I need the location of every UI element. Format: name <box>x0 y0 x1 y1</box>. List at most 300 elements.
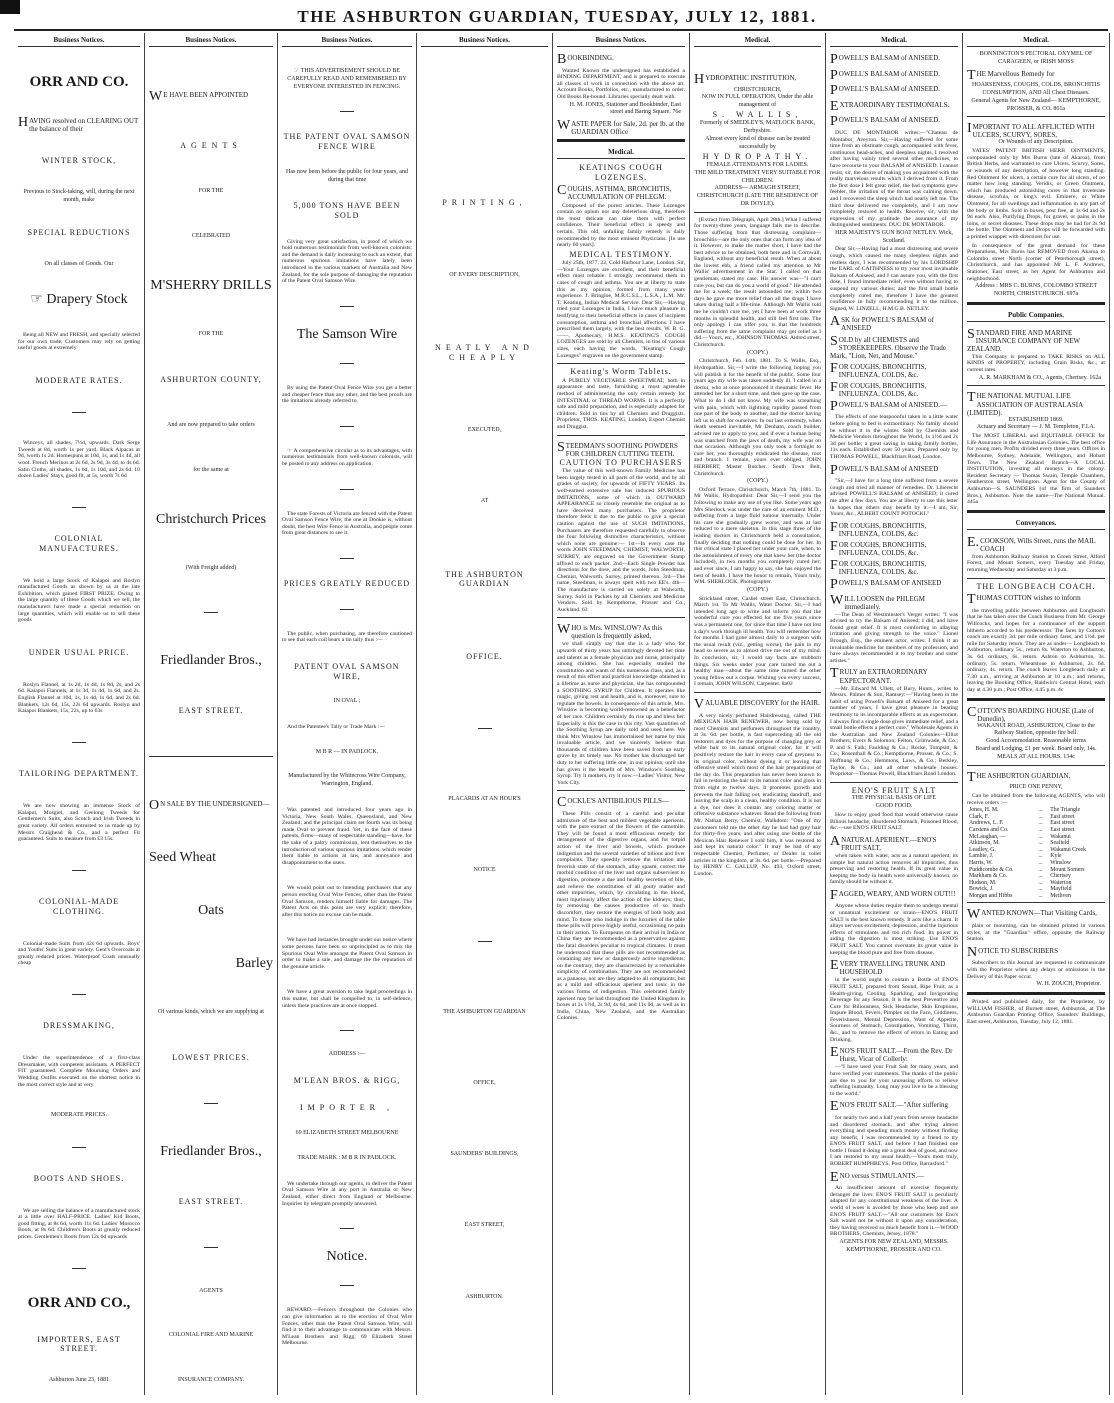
agent-location: Chertsey <box>1050 873 1071 880</box>
advert-lead: POWELL'S BALSAM of ANISEED. <box>830 114 940 130</box>
agent-name: Andrews, L. F. <box>969 820 1004 827</box>
column-section-header: Business Notices. <box>282 33 412 47</box>
column-divider-rule <box>557 617 685 618</box>
agent-name: Leadley, G. <box>969 846 996 853</box>
advert-lead: COCKLE'S ANTIBILIOUS PILLS— <box>557 795 669 811</box>
column-8 <box>963 33 1110 1395</box>
spaced-heading: NEATLY AND CHEAPLY <box>435 342 534 363</box>
leader-dots: ... <box>1038 840 1043 847</box>
leader-dots: ... <box>1038 820 1043 827</box>
advert-body: Colonial-made Suits from 42s 6d upwards. Boys' and Youths' Suits in great variety. Gent's Overcoats at greatly reduced prices. Waterproof Coats unusually cheap <box>18 940 140 967</box>
advert-subline: for the same at <box>193 466 229 473</box>
column-divider-rule <box>557 139 685 142</box>
advert-lead: EXTRAORDINARY TESTIMONIALS. <box>830 98 950 114</box>
advert-subline: (COPY.) <box>747 586 768 593</box>
advert-subline: OFFICE, <box>473 1079 496 1086</box>
advert-lead: ANATURAL APERIENT.—ENO'S FRUIT SALT, <box>830 833 937 852</box>
column-3 <box>278 33 417 1395</box>
advert-signature: H. M. JONES, Stationer and Bookbinder, East street and Baring Square. 76e <box>569 101 681 116</box>
column-divider-rule <box>557 363 685 364</box>
advert-body: we shall simply say that she is a lady who for upwards of thirty years has untiringly devoted her time and talents as a female physician and nurse, principally among children. She has especially studied the constitution and wants of this numerous class, and, as a result of this effort and practical knowledge obtained in a lifetime as nurse and physician, she has compounded a SOOTHING SYRUP for Children. It operates like magic, giving rest and health, and is, moreover, sure to regulate the bowels. In consequence of this article, Mrs. Winslow is becoming world-renowned as a benefactor of her race. Children certainly do rise up and bless her. Especially is this the case in this city. Vast quantities of the Soothing Syrup are daily sold and used here. We think Mrs Winslow has immortalised her name by this invaluable article, and we sincerely believe that thousands of children have been saved from an early grave by its timely use. No mother has discharged her duty to her suffering little one, in our opinion, until she has given it the benefit of Mrs. Winslow's Soothing Syrup. Try it mothers, try it now.—Ladies' Visitor, New York City. <box>557 641 685 786</box>
advert-lead: HYDROPATHIC INSTITUTION, <box>694 72 797 87</box>
column-divider-rule <box>340 558 354 559</box>
advert-body: We are now showing an immense Stock of Kaiapoi, Mosgiel, and Geelong Tweeds for Gentlemen's Suits, also Scotch and Irish Tweeds in great variety. All orders entrusted to us made up by Messrs Craighead & Co., and a perfect Fit guaranteed. Suits to measure from £3 15s. <box>18 803 140 843</box>
agent-row <box>967 820 1105 827</box>
advert-lead: WANTED KNOWN—That Visiting Cards, <box>967 907 1097 923</box>
advert-subline: HOARSENESS, COUGHS, COLDS, BRONCHITIS CONSUMPTION, AND All Chest Diseases. <box>971 82 1101 96</box>
column-divider-rule <box>72 994 86 995</box>
leader-dots: ... <box>1038 807 1043 814</box>
advert-body: These Pills consist of a careful and peculiar admixture of the best and mildest vegetable aperients, with the pure extract of the flowers of the camomile. They will be found a most efficacious remedy for derangement of the digestive organs, and for torpid action of the liver and bowels, which produce indigestion and the several varieties of bilious and liver complaints. They speedily remove the irritation and feverish state of the stomach, allay spasm, correct the morbid condition of the liver and organs subservient to digestion, promote a due and healthy secretion of bile, and relieve the constitution of all gouty matter and other impurities, which, by circulating in the blood, most injuriously affect the action of the kidneys; thus, by removing the causes productive of so much discomfort, they restore the energies of both body and mind. To those who indulge in the luxuries of the table these pills will prove highly useful, occasioning no pain in their action. To Europeans on their arrival in India or China they are recommended as a preservative against the fatal disorders peculiar to tropical climates. It must be understood that these pills are not recommended as containing any new or dangerously active ingredients; on the contrary, they are characterized by a remarkable simplicity of combination. They are not recommended as a panacea, nor are they adapted to all complaints; but as a mild and efficacious aperient and tonic in the various forms of indigestion. This celebrated family aperient may be had throughout the United Kingdom in boxes at 1s 1½d, 2s 9d, 4s 6d, and 11s 0d, as well as in India, China, New Zealand, and the Australian Colonies. <box>557 811 685 1022</box>
advert-subline: THE ASHBURTON GUARDIAN <box>443 1008 526 1015</box>
advert-lead: FOR COUGHS, BRONCHITIS, INFLUENZA, COLDS, &c. <box>830 538 927 557</box>
advert-subline: WAKANUI ROAD, ASHBURTON, Close to the Railway Station, opposite fire bell. <box>977 722 1095 737</box>
display-line: ☞ Drapery Stock <box>30 291 128 307</box>
advert-lead: FOR COUGHS, BRONCHITIS, INFLUENZA, COLDS, &c. <box>830 360 927 379</box>
blank-space <box>421 1365 548 1385</box>
advert-body: Being all NEW and FRESH, and specially selected for our own trade, Customers may rely on getting useful goods at extremely <box>18 332 140 352</box>
agent-row <box>967 807 1105 814</box>
advert-subline: HER MAJESTY'S GUN BOAT NETLEY. Wick, Scotland. <box>835 229 953 244</box>
advert-heading: THE LONGBEACH COACH. <box>976 581 1096 591</box>
advert-lead: THE ASHBURTON GUARDIAN, <box>967 769 1071 785</box>
leader-dots: ... <box>1038 873 1043 880</box>
advert-body: Was patented and introduced four years ago in Victoria, New South Wales, Queensland, and New Zealand; and the principal claim set fourth was its being made Oval to prevent fraud. Yet, in the face of these patents, firms—many of respectable standing—have, for the sake of a paltry commission, lent themselves to the introduction of various spurious imitations, which render them liable to actions at law, and annoyance and disappointment to the users. <box>282 807 412 866</box>
leader-dots: ... <box>1038 846 1043 853</box>
agent-location: The Triangle <box>1050 807 1081 814</box>
column-divider-rule <box>557 435 685 436</box>
advert-subline: PRICE ONE PENNY, <box>1009 784 1063 791</box>
section-header: Public Companies. <box>967 308 1105 322</box>
display-line: The Samson Wire <box>296 326 398 342</box>
column-divider-rule <box>830 782 958 783</box>
advert-heading: BOOTS AND SHOES. <box>33 1173 125 1183</box>
advert-heading: M'LEAN BROS. & RIGG, <box>293 1076 401 1086</box>
leader-dots: ... <box>1038 892 1043 899</box>
column-2 <box>145 33 278 1395</box>
agent-location: Wakanui Creek <box>1050 846 1087 853</box>
agent-row <box>967 840 1105 847</box>
advert-body: in the world ought to contain a Bottle of ENO'S FRUIT SALT, prepared from Sound, Ripe Fruit, as a Health-giving, Cooling, Sparkling, and Invigorating Beverage for any Season. It is the best Preventive and Cure for Biliousness, Sick Headache, Skin Eruptions, Impure Blood, Fevers, Pimples on the Face, Giddiness, Feverishness, Mental Depression, Want of Appetite, Sourness of Stomach, Constipation, Vomiting, Thirst, &c., and to remove the effects of errors in Eating and Drinking. <box>830 977 958 1043</box>
advert-lead: VALUABLE DISCOVERY for the HAIR. <box>694 696 820 712</box>
leader-dots: ... <box>1038 826 1043 833</box>
column-divider-rule <box>72 412 86 413</box>
column-divider-rule <box>340 426 354 427</box>
advert-body: A very nicely perfumed Hairdressing, called THE MEXICAN HAIR RENEWER, now being sold by most Chemists and perfumers throughout the country, at 3s. 6d. per bottle, is fast superceding all the old restorers and dyes for the purpose of changing grey or white hair to its natural original color, for it will positively restore the hair in every case of greyness to its original color, without dyeing it or leaving that offensive smell which most of the hair preparations of the day do. This preparation has never been known to fail in restoring the hair to its natural color and gloss in from eight to twelve days. It promotes growth and prevents the hair falling out, eradicating dandruff, and leaving the scalp in a clean, healthy condition. It is not a dye, nor does it contain any coloring matter or offensive substance whatever. Read the following from Mr. Nathan Berry, Chemist, Walkdom: "One of my customers told me the other day he had had grey hair for thirty-five years, and after using one bottle of the Mexican Hair Renewer I sold him, it was restored to and kept its natural color." It may be had of any respectable Chemist, Perfumer, or Dealer in toilet articles in the kingdom, at 3s. 6d. per bottle.—Prepared by HENRY C. GALLUP, No. 493, Oxford street, London. <box>694 712 821 877</box>
advert-subline: Or Wounds of any Description. <box>998 139 1074 146</box>
column-divider-rule <box>967 116 1105 117</box>
advert-lead: ENO versus STIMULANTS.— <box>830 1169 925 1185</box>
agent-location: Wakanui <box>1050 833 1071 840</box>
column-divider-rule <box>967 992 1105 995</box>
advert-subline: AGENTS <box>199 1287 223 1294</box>
agent-row <box>967 847 1105 854</box>
display-line: Barley <box>235 955 273 971</box>
advert-heading: SPECIAL REDUCTIONS <box>27 227 131 237</box>
agent-location: Winslow <box>1050 859 1071 866</box>
advert-lead: POWELL'S BALSAM of ANISEED. <box>830 67 940 83</box>
advert-heading: EAST STREET. <box>178 1197 244 1207</box>
advert-subline: General Agents for New Zealand— KEMPTHORNE, PROSSER, & CO. 861a <box>971 97 1101 112</box>
section-header: Conveyances. <box>967 516 1105 530</box>
column-divider-rule <box>72 870 86 871</box>
advert-title: ORR AND CO. <box>29 74 129 91</box>
column-divider-rule <box>340 489 354 490</box>
advert-signature: W. H. ZOUCH, Proprietor. <box>1036 981 1101 988</box>
advert-lead: COUGHS, ASTHMA, BRONCHITIS, ACCUMULATION OF PHLEGM. <box>557 183 672 202</box>
blank-space <box>421 114 548 134</box>
advert-subline: Good Accommodation. Reasonable terms <box>986 738 1086 745</box>
advert-body: DUC DE MONTABOR writes:—"Chateau de Montabor, Aveyron. Sir,—Having suffered for some time from an obstinate cough, accompanied with fever, continuous head-aches, and sleepless nights, I resolved after having vainly tried several other medicines, to have recourse to your BALSAM of ANISEED. I cannot resist, sir, the desire of making you acquainted with the really marvelous results which I derived from it. From the first dose I felt great relief, the bad symptoms grew feebler, the irritation of the throat was calming down, and I recovered the sleep which had nearly left me. The third dose delivered me completely, and I am now completely restored to health. Receive, sir, with the expression of my gratitude the assurance of my distinguished sentiments. DUC DE MONTABOR. <box>830 129 958 229</box>
display-line: Friedlander Bros., <box>160 653 262 669</box>
advert-subline: MODERATE PRICES. <box>50 1112 107 1119</box>
advert-subline: FEMALE ATTENDANTS FOR LADIES. <box>706 161 809 168</box>
leader-dots: ... <box>1038 833 1043 840</box>
masthead-rule <box>14 29 1108 31</box>
advert-subline: COLONIAL FIRE AND MARINE <box>168 1332 254 1339</box>
column-divider-rule <box>204 612 218 613</box>
advert-heading: 5,000 TONS HAVE BEEN SOLD <box>293 201 401 220</box>
advert-subline: Address : MRS C. BURNS, COLOMBO STREET NORTH, CHRISTCHURCH. 697a <box>974 283 1097 297</box>
agent-name: Hudson, M. <box>969 879 997 886</box>
advert-subline: Formerly of SMEDLEY'S, MATLOCK BANK, Derbyshire. <box>699 120 816 135</box>
advert-subline: Has now been before the public for four years, and during that time <box>286 168 408 183</box>
column-divider-rule <box>478 728 492 729</box>
advert-lead: TRULY an EXTRAORDINARY EXPECTORANT. <box>830 666 928 685</box>
advert-subline: OF EVERY DESCRIPTION, <box>449 271 520 278</box>
advert-subline: EAST STREET, <box>464 1222 505 1229</box>
advert-body: "Sir,—I have for a long time suffered from a severe cough and tried all manner of remedies. Dr. Liberecht advised POWELL'S BALSAM of ANISEED; it cured me after a few days. You are at liberty to use this letter in hopes that others may benefit by it.—I am, Sir, Yours, &c., ALBERT COUNT POTOCKI." <box>830 478 958 518</box>
display-line: Seed Wheat <box>149 849 216 865</box>
display-line: Friedlander Bros., <box>160 1143 262 1159</box>
leader-dots: ... <box>1038 859 1043 866</box>
agent-row <box>967 853 1105 860</box>
newspaper-title: THE ASHBURTON GUARDIAN, TUESDAY, JULY 12, 1881. <box>297 7 817 26</box>
agent-row <box>967 867 1105 874</box>
advert-subline: BONNINGTON'S PECTORAL OXYMEL OF CARAGEEN, or IRISH MOSS <box>979 51 1093 65</box>
advert-subline: ASHBURTON. <box>465 1293 504 1300</box>
agent-row <box>967 873 1105 880</box>
advert-subline: THE PHYSICAL BASIS OF LIFE <box>851 795 937 802</box>
advert-lead: POWELL'S BALSAM of ANISEED. <box>830 83 940 99</box>
spaced-heading: HYDROPATHY. <box>702 151 813 161</box>
column-divider-rule <box>967 698 1105 701</box>
agents-table <box>967 807 1105 899</box>
advert-subline: TRADE MARK : M B R IN PADLOCK. <box>297 1154 397 1161</box>
advert-subline: ESTABLISHED 1869. <box>1008 416 1064 423</box>
agent-name: Puddicombe & Co. <box>969 866 1014 873</box>
masthead <box>0 0 1114 30</box>
column-section-header: Business Notices. <box>421 33 548 47</box>
advert-body: This Company is prepared to TAKE RISKS on ALL KINDS of PROPERTY, including Grain Risks, &c., at current rates. <box>967 353 1105 374</box>
advert-heading: PATENT OVAL SAMSON WIRE, <box>294 661 400 681</box>
advert-body: Roslyn Flannel, at 1s 2d, 1s 4d, 1s 8d, 2s, and 2s 6d. Kaiapoi Flannels, at 1s 3d, 1s 4d, 1s 6d, and 2s. English Flannel at 10d, 1s, 1s 4d, 1s 6d, and 2s 6d. Blankets, 12s 6d, 15s, 22s 6d upwards. Roslyn and Kaiapoi Blankets, 15s, 22s, up to 63s <box>18 681 140 715</box>
advert-body: YATES' PATENT BRITISH HERB OINTMENTS, compounded only by Mrs Burns (late of Akaroa), from British Herbs, and warranted to cure Ulcers, Scurvy, Sores, or wounds of any description, of however long standing. Red Ointment for ulcers, a certain cure for all ulcers, of no matter how long standing. Veridis, or Green Ointment, which has produced astonishing cures in that inveterate disease, scrofula, or king's evil. Eminere, or White Ointment, for all swellings and inflammation in any part of the body or limbs. Sold in boxes, post free, at 1s 6d and 2s 9d each. Also, Purifying Drops, for gravel, or pains in the loins, or secret diseases. These drops may be had for 2s 9d the bottle. The Ointment and Drops will be forwarded with a printed wrapper with directions for use. <box>967 148 1105 240</box>
advert-body: for nearly two and a half years from severe headache and disordered stomach, and after trying almost everything and spending much money without finding any benefit, I was recommended by a friend to try ENO'S FRUIT SALT, and before I had finished one bottle I found it doing me a great deal of good, and now I am restored to my usual health.—Yours most truly, ROBERT HUMPHREYS, Post Office, Barrasford." <box>830 1114 958 1168</box>
advert-body: In consequence of the great demand for these Preparations, Mrs Burns has REMOVED from Akaroa to Colombo street North (corner of Peterborough street), Christchurch, and has appointed Mr L. F. Andrews, Stationer, East street, as her Agent for Ashburton and neighborhood. <box>967 242 1105 282</box>
advert-body: A PURELY VEGETABLE SWEETMEAT, both in appearance and taste, furnishing a most agreeable method of administering the only certain remedy for INTESTINAL or THREAD WORMS. It is a perfectly safe and mild preparation, and is especially adapted for children. Sold in tins by all Chemists and Druggists. Proprietor, THOS. KEATING, London, Export Chemist and Druggist. <box>557 377 685 430</box>
advert-subline: Board and Lodging, £1 per week. Board only, 14s. <box>975 745 1097 752</box>
advert-body: The public, when purchasing, are therefore cautioned to see that each coil bears a tin tally thus :— <box>282 630 412 644</box>
advert-heading: THE ASHBURTON GUARDIAN <box>445 569 524 589</box>
advert-subline: NOW IN FULL OPERATION, Under the able management of <box>701 94 814 109</box>
advert-heading: ENO'S FRUIT SALT <box>851 785 937 795</box>
spaced-heading: AGENTS <box>180 140 242 150</box>
advert-heading: EAST STREET. <box>178 706 244 716</box>
advert-body: Under the superintendence of a first-class Dressmaker, with competent assistants. A PERFECT FIT guaranteed. Complete Mourning Orders and Wedding Outfits executed on the shortest notice in the most correct style and at very <box>18 1055 140 1088</box>
column-divider-rule <box>967 510 1105 513</box>
leader-dots: ... <box>1038 813 1043 820</box>
advert-body: Anyone whose duties require them to undergo mental or unnatural excitement or strain—ENO'S FRUIT SALT is the best known remedy. It acts like a charm. It allays nervous excitement, depression, and the injurious effects of stimulants and too rich food. Its power in aiding the digestion is most striking. Use ENO'S FRUIT SALT. You cannot overstate its great value in keeping the blood pure and free from disease. <box>830 903 958 956</box>
advert-heading: WINTER STOCK, <box>41 156 117 166</box>
advert-subline: INSURANCE COMPANY. <box>177 1377 245 1384</box>
display-line: Notice. <box>326 1249 368 1265</box>
column-divider-rule <box>557 790 685 791</box>
advert-lead: POWELL'S BALSAM of ANISEED.— <box>830 398 947 414</box>
agent-location: Methven <box>1050 892 1071 899</box>
advert-body: ☞ A comprehensive circular as to its advantages, with numerous testimonials from well-known colonists, will be posted to any address on application. <box>282 447 412 467</box>
agent-location: Mount Somers <box>1050 866 1085 873</box>
advert-lead: POWELL'S BALSAM of ANISEED <box>830 462 939 478</box>
advert-subline: THE MILD TREATMENT VERY SUITABLE FOR CHILDREN. <box>694 169 821 184</box>
blank-space <box>282 1365 412 1385</box>
agent-row <box>967 814 1105 821</box>
advert-lead: WHO is Mrs. WINSLOW? As this question is frequently asked, <box>557 622 663 641</box>
advert-subline: On all classes of Goods. Our <box>44 260 114 267</box>
advert-heading: MODERATE RATES. <box>35 376 123 386</box>
advert-subline: CHRISTCHURCH, <box>733 86 782 93</box>
advert-lead: POWELL'S BALSAM of ANISEED. <box>830 52 940 67</box>
advert-lead: EVERY TRAVELLING TRUNK AND HOUSEHOLD <box>830 958 946 977</box>
advert-subline: 69 ELIZABETH STREET MELBOURNE <box>295 1130 399 1137</box>
advert-body: —The Dean of Westminster's Verger writes: "I was advised to try the Balsam of Aniseed; I did, and have found great relief. It is most comforting in allaying irritation and giving strength to the voice." Lionel Brough, Esq., the eminent actor, writes: I think it an invaluable medicine for members of my profession, and have always recommended it to my brother and sister artistes." <box>830 611 958 664</box>
column-divider-rule <box>967 765 1105 766</box>
advert-heading: COLONIAL-MADE CLOTHING. <box>38 897 120 916</box>
column-divider-rule <box>694 212 821 213</box>
advert-body: Strickland street, Cashel street East, Christchurch. March 1st. To Mr Wallis, Water Doctor. Sir,—I had intended long ago to write and inform you that the wonderful cure you effected for me five years since was a permanent one, for since that time I have not lost a day's work through ill health. You will remember how for months I had gone almost daily to a surgeon with the usual result (viz., getting worse), the pain in my head so severe as to almost drive me out of my mind. In conclusion, sir, I would say facts are stubborn things. Six weeks under your care turned me out a healthy man—about the same time turned the other young fellow out a corpse. Wishing you every success, I remain, JOHN WILSON, Carpenter. 8a02 <box>694 595 821 688</box>
advert-heading: MEDICAL TESTIMONY. <box>569 249 673 259</box>
advert-subline: (COPY.) <box>747 478 768 485</box>
advert-body: Wanted Known the undersigned has established a BINDING DEPARTMENT, and is prepared to execute all classes of work in connection with the above art. Account Books, Portfolios, etc., manufactured to order. Old Books Re-bound. Libraries specially dealt with. <box>557 67 685 100</box>
agent-row <box>967 860 1105 867</box>
column-section-header: Medical. <box>967 33 1105 47</box>
advert-lead: STANDARD FIRE AND MARINE INSURANCE COMPANY OF NEW ZEALAND. <box>967 326 1080 353</box>
advert-heading: LOWEST PRICES. <box>172 1053 250 1063</box>
advert-body: The effects of one teaspoonful taken in a little water before going to bed is extraordinary. No family should be without it in the winter. Sold by Chemists and Medicine Vendors throughout the World, 1s 1½d and 2s 3d per bottle; a great saving in taking family bottles, 11s each. Established over 50 years. Prepared only by THOMAS POWELL, Blackfriars Road, London. <box>830 414 958 460</box>
spaced-heading: IMPORTER , <box>300 1102 394 1112</box>
advert-lead: ASK for POWELL'S BALSAM of ANISEED <box>830 314 934 333</box>
advert-lead: ENO'S FRUIT SALT.—From the Rev. Dr Hurst, Vicar of Collerly: <box>830 1045 953 1064</box>
advert-subline: Almost every kind of disease can be treated successfully by <box>705 135 810 150</box>
advert-body: when taken with water, acts as a natural aperient, its simple but natural action removes all impurities, thus preserving and restoring health. If its great value in keeping the body in health were universally known, no family should be without it. <box>830 852 958 886</box>
column-divider-rule <box>72 742 86 743</box>
advert-heading: IMPORTERS, EAST STREET. <box>37 1334 121 1354</box>
column-divider-rule <box>478 941 492 942</box>
leader-dots: ... <box>1038 879 1043 886</box>
agent-location: Mayfield <box>1050 886 1072 893</box>
column-divider-rule <box>340 111 354 112</box>
advert-subline: (With Freight added) <box>185 564 237 571</box>
advert-lead: ENO'S FRUIT SALT.—"After suffering <box>830 1099 949 1115</box>
advert-body: The state Forests of Victoria are fenced with the Patent Oval Samson Fence Wire; the one at Dookie is, without doubt, the best Wire Fence in Australia, and people come from great distances to see it. <box>282 510 412 537</box>
advert-body: Can be obtained from the following AGENTS, who will receive orders :— <box>967 792 1105 806</box>
advert-heading: DRESSMAKING, <box>43 1021 115 1031</box>
column-divider-rule <box>967 302 1105 305</box>
advert-body: Printed and published daily, for the Proprietor, by WILLIAM FISHER, of Burnett street, Ashburton, at The Ashburton Guardian Printing Office, Saunders' Buildings, East street, Ashburton, Tuesday, July 12, 1881. <box>967 999 1105 1025</box>
advert-body: We undertake through our agents, to deliver the Patent Oval Samson Wire at any port in Australia or New Zealand, either direct from England or Melbourne. Inquiries by telegram promptly answered. <box>282 1180 412 1207</box>
advert-subline: FOR THE <box>198 187 224 194</box>
advert-heading: OFFICE. <box>466 652 503 662</box>
spaced-heading: S. WALLIS, <box>712 109 803 119</box>
advert-lead: E.COOKSON, Wills Street, runs the MAIL COACH <box>967 534 1096 553</box>
advert-body: Winceys, all shades, 7½d, upwards. Dark Serge Tweeds at 8d, worth 1s per yard. Black Alpacas at 9d, worth 1s 2d. Homespuns at 10d, 1s, and 1s 4d, all wool. French Merinos at 2s 6d, 2s 9d, 3s 4d, to 4s 6d. Satin Cloths, all shades, 1s 6d, 1s 10d, and 2s 6d. 10 dozen Ladies' Stays, good fit, at 5s, worth 7s 6d <box>18 440 140 480</box>
display-line: M'SHERRY DRILLS <box>150 277 272 293</box>
advert-body: Christchurch, Feb. 14th, 1881. To S. Wallis, Esq., Hydropathist. Sir,—I write the following hoping you will publish it for the benefit of the public. Some four years ago my wife was taken suddenly ill. I called in a doctor, who at once pronounced it rheumatic fever. He attended her for a short time, and then gave up the case. What to do I did not know. My wife was screaming with pain, which with lightning rapidity passed from one part of the body to another, and the doctor having left us to shift for ourselves. In our last extremity, when death seemed inevitable, Mr Denham, coach builder, advised me to apply to you; and if ever a human being was snatched from the jaws of death, my wife was on that occasion. Although you only took a fortnight to cure her, you thoroughly eradicated the disease, root and branch. I remain, yours ever obliged, JOHN HERBERT, Master Butcher. South Town Belt, Christchurch. <box>694 358 821 477</box>
advert-lead: THE NATIONAL MUTUAL LIFE ASSOCIATION OF AUSTRALASIA (LIMITED). <box>967 390 1083 417</box>
advert-body: REWARD.—Fencers throughout the Colonies who can give information as to the erection of Oval Wire Fences, other than the Patent Oval Samson Wire, will find it to their advantage to communicate with Messrs. M'Lean Brothers and Rigg, 69 Elizabeth Street Melbourne. <box>282 1307 412 1347</box>
advert-heading: UNDER USUAL PRICE. <box>28 648 130 658</box>
agent-name: Clark, F. <box>969 813 989 820</box>
column-divider-rule <box>340 1285 354 1286</box>
spaced-heading: PRINTING, <box>442 197 527 207</box>
advert-lead: FOR COUGHS, BRONCHITIS, INFLUENZA, COLDS, &c. <box>830 557 927 576</box>
agent-name: Bowick, J. <box>969 886 994 893</box>
column-section-header: Business Notices. <box>149 33 273 47</box>
agent-location: Waterton <box>1050 879 1072 886</box>
advert-body: Oxford Terrace, Christchurch, March 7th, 1881. To Mr Wallis, Hydropathist. Dear Sir,—I send you the following to make any use of you like. Some years ago Mrs Sherlock was under the care of an eminent M.D., suffering from a large fluid tumour internally. Under his care she gradually grew worse, and was at last reduced to a mere skeleton. In this stage three of the leading doctors in Christchurch held a consultation, finally deciding that nothing could be done for her. In this critical state I placed her under your care, when, to the astonishment of every one that knew her (the doctor included), in two months you completely cured her; and ever since, I am happy to say, she has enjoyed the best of health. I have the honor to remain, Yours truly, WM. SHERLOCK, Photographer. <box>694 486 821 586</box>
advert-lead: WASTE PAPER for Sale, 2d. per lb. at the GUARDIAN Office <box>557 118 685 137</box>
advert-lead: IMPORTANT TO ALL AFFLICTED WITH ULCERS, SCURVY, SORES, <box>967 121 1095 140</box>
agent-row <box>967 880 1105 887</box>
advert-lead: COTTON'S BOARDING HOUSE (Late of Dunedin), <box>967 704 1094 723</box>
advert-subline: ☞ THIS ADVERTISEMENT SHOULD BE CAREFULLY READ AND REMEMBERED BY EVERYONE INTERESTED IN FENCING. <box>287 68 407 90</box>
agent-name: Carstens and Co. <box>969 826 1009 833</box>
agent-location: East street <box>1050 826 1075 833</box>
agent-name: Jones, H. M. <box>969 807 999 814</box>
advert-body: By using the Patent Oval Fence Wire you get a better and cheaper fence than any other, and the best proofs are the imitations already referred to. <box>282 384 412 405</box>
advert-subline: AGENTS FOR NEW ZEALAND, MESSRS. KEMPTHORNE, PROSSER AND CO. <box>839 1239 949 1253</box>
section-header: Medical. <box>557 145 685 159</box>
display-line: Oats <box>198 902 224 918</box>
column-divider-rule <box>967 578 1105 579</box>
column-divider-rule <box>340 1030 354 1031</box>
advert-lead: THOMAS COTTON wishes to inform <box>967 592 1081 608</box>
advert-body: Giving very great satisfaction, in proof of which we hold numerous testimonials from well-known colonists; and the demand is daily increasing to such an extent, that numerous spurious imitations have lately been introduced in the various markets of Australia and New Zealand, for the sole purpose of damaging the reputation of the Patent Oval Samson Wire. <box>282 238 412 285</box>
column-divider-rule <box>340 306 354 307</box>
advert-subline: FOR THE <box>198 330 224 337</box>
agent-location: Seafield <box>1050 840 1070 847</box>
advert-subline: SAUNDERS' BUILDINGS, <box>450 1151 519 1158</box>
agent-row <box>967 834 1105 841</box>
advert-heading: COLONIAL MANUFACTURES. <box>39 534 119 553</box>
advert-heading: ASHBURTON COUNTY, <box>160 375 262 385</box>
advert-heading: PRICES GREATLY REDUCED <box>283 579 411 589</box>
advert-body: We have had instances brought under our notice where some persons have been so unprincipled as to mix the Spurious Oval Wire amongst the Patent Oval Samson in order to make a sale, and damage the the reputation of the genuine article. <box>282 937 412 970</box>
column-4 <box>417 33 553 1395</box>
column-divider-rule <box>340 1228 354 1229</box>
column-divider-rule <box>72 1147 86 1148</box>
agent-row <box>967 886 1105 893</box>
advert-heading: KEATINGS COUGH LOZENGES. <box>579 163 663 182</box>
advert-body: the travelling public between Ashburton and Longbeach that he has taken over the Coach Business from Mr. George Willcocks, and hopes for a continuance of the support hitherto accorded to his predecessor. The fares by Cotton's coach are exactly 3d. per mile ordinary fares, and 1½d. per mile for Saturday return. They are as under— Longbeach to Ashburton, ordinary 5s., return 8s. Waterton to Ashburton, 3s. 6d. ordinary, 6s. return. Ashton to Ashburton, 3s. ordinary, 5s. return. Wheatstone to Ashburton, 2s. 6d. ordinary, 4s. return. The coach leaves Longbeach daily at 7.30 a.m., arriving at Ashburton at 10 a.m.; and returns, leaving the Booking Office, Baldwin's Central Hotel, each day at 4.30 p.m.; Post Office, 4.45 p.m. 4c <box>967 607 1105 693</box>
column-divider-rule <box>340 363 354 364</box>
column-divider-rule <box>967 385 1105 386</box>
column-section-header: Medical. <box>694 33 821 47</box>
advert-body: The value of this well-known Family Medicine has been largely tested in all parts of the world, and by all grades of society, for upwards of FIFTY YEARS. Its well-earned extensive sale has induced SPURIOUS IMITATIONS, some of which in OUTWARD APPEARANCE so closely resemble the original as to have deceived many purchasers. The proprietor therefore feels it due to the public to give a special caution against the use of SUCH IMITATIONS. Purchasers are therefore requested carefully to observe the four following distinctive characteristics, without which none are genuine:— 1st—In every case the words JOHN STEEDMAN, CHEMIST, WALWORTH, SURREY, are engraved on the Government Stamp affixed to each packet. 2nd—Each Single Powder has directions for the dose, and the words, John Steedman, Chemist, Walworth, Surrey, printed thereon. 3rd—The name, Steedman, is always spelt with two EE's. 4th—The manufacture is carried on solely at Walworth, Surrey. Sold in Packets by all Chemists and Medicine Vendors. Sold by Kempthorne, Prosser and Co., Auckland. 63 <box>557 468 685 613</box>
advert-body: How to enjoy good food that would otherwise cause Bilious headache, disordered Stomach, Poisoned Blood, &c.—use ENO'S FRUIT SALT. <box>830 812 958 832</box>
advert-subline: PLACARDS AT AN HOUR'S <box>448 795 521 802</box>
column-divider-rule <box>204 1247 218 1248</box>
advert-subline: M B R — IN PADLOCK. <box>315 748 379 755</box>
advert-body: We are selling the balance of a manufactured stock at a little over HALF-PRICE. Ladies' Kid Boots, good fitting, at 8s 6d, worth 11s 6d. Ladies' Morocco Boots, at 8s 6d. Children's Boots at greatly reduced prices. Gentlemen's Boots from 12s 6d upwards <box>18 1207 140 1240</box>
advert-heading: THE PATENT OVAL SAMSON FENCE WIRE <box>283 132 411 152</box>
advert-title: ORR AND CO., <box>27 1295 131 1312</box>
advert-heading: Keating's Worm Tablets. <box>570 367 672 377</box>
advert-body: We have a great aversion to take legal proceedings in this matter, but shall be compelled to, in self-defence, unless these practices are at once stopped. <box>282 989 412 1009</box>
column-1 <box>14 33 145 1395</box>
column-divider-rule <box>340 609 354 610</box>
advert-lead: FAGGED, WEARY, AND WORN OUT!!! <box>830 887 956 903</box>
agent-row <box>967 827 1105 834</box>
advert-subline: ADDRESS :— <box>328 1051 366 1058</box>
advert-subline: ADDRESS— ARMAGH STREET, CHRISTCHURCH (LATE THE RESIDENCE OF DR DOYLE). <box>696 185 819 207</box>
agent-name: Lambie, J. <box>969 853 994 860</box>
advert-body: Composed of the purest articles. These Lozenges contain no opium nor any deleterious drug, therefore the most delicate can take them with perfect confidence. Their beneficial effect is speedy and certain. This old, unfailing family remedy is daily recommended by the most eminent Physicians. [In use nearly 60 years]. <box>557 202 685 249</box>
advert-lead: THE Marvellous Remedy for <box>967 67 1055 83</box>
column-6 <box>690 33 826 1395</box>
agent-name: Harris, W. <box>969 859 993 866</box>
advert-body: —"I have used your Fruit Salt for many years, and have verified your statements. The thanks of the public are due to you for your unceasing efforts to relieve suffering humanity. Long may you live to be a blessing to the world." <box>830 1064 958 1097</box>
advert-body: And the Patentee's Tally or Trade Mark :— <box>287 723 385 730</box>
agent-name: Markham & Co. <box>969 873 1008 880</box>
advert-subline: GOOD FOOD. <box>875 803 913 810</box>
advert-heading: CAUTION TO PURCHASERS <box>559 457 683 467</box>
column-divider-rule <box>72 507 86 508</box>
blank-space <box>694 51 821 71</box>
column-divider-rule <box>72 1268 86 1269</box>
advert-body: from Ashburton Railway Station to Green Street, Alford Forest, and Mount Somers, every Tuesday and Friday, returning Wednesday and Saturday at 3 p.m. <box>967 553 1105 573</box>
advert-subline: NOTICE <box>473 866 496 873</box>
advert-heading: TAILORING DEPARTMENT. <box>19 769 139 779</box>
agent-name: McLaughan, — <box>969 833 1006 840</box>
advert-lead: POWELL'S BALSAM OF ANISEED <box>830 577 942 593</box>
advert-lead: ON SALE BY THE UNDERSIGNED— <box>149 797 270 813</box>
advert-body: The MOST LIBERAL and EQUITABLE OFFICE for Life Assurance in the Australasian Colonies. The best office for young men. Profits divided every three years. Offices in Melbourne, Sydney, Adelaide, Wellington, and Hobart Town. The New Zealand Branch—A LOCAL INSTITUTION, investing all moneys in the colony. Resident Secretary — Thomas Swain, Temple Chambers, Featherston street, Wellington. Agent for the County of Ashburton—S. SAUNDERS (of the firm of Saunders Bros.), Ashburton. Note the name—The National Mutual. 445a <box>967 433 1105 506</box>
advert-subline: IN OVAL ; <box>333 698 361 705</box>
column-section-header: Business Notices. <box>18 33 140 47</box>
advert-subline: (COPY.) <box>747 349 768 356</box>
advert-body: Subscribers to this Journal are requested to communicate with the Proprietor when any delays or omissions in the Delivery of this Paper occur. <box>967 960 1105 980</box>
leader-dots: ... <box>1038 866 1043 873</box>
display-line: Christchurch Prices <box>155 511 267 527</box>
advert-subline: AT <box>480 498 489 505</box>
advert-body: We would point out to intending purchasers that any person erecting Oval Wire Fences, other than the Patent Oval Samson, renders himself liable for damages. The Patent Acts on this point are very explicit; therefore, after this notice no excuse can be made. <box>282 885 412 918</box>
advert-body: plain or mourning, can be obtained printed in various styles, at the "Guardian" office, opposite the Railway Station. <box>967 923 1105 943</box>
agent-location: Kyle <box>1050 853 1062 860</box>
advert-body: An insufficient amount of exercise frequently deranges the liver. ENO'S FRUIT SALT is peculiarly adapted for any constitutional weakness of the liver. A world of woes is avoided by those who keep and use ENO'S FRUIT SALT.—"All our customers for Eno's Salt would not be without it upon any consideration, they having received so much benefit from it.—WOOD BROTHERS, Chemists, Jersey, 1878." <box>830 1185 958 1238</box>
advert-lead: WILL LOOSEN the PHLEGM immediately. <box>830 592 926 611</box>
advert-subline: Manufactured by the Whitecross Wire Company, Warrington, England. <box>288 773 406 788</box>
advert-subline: Ashburton June 23, 1881 <box>48 1377 110 1384</box>
advert-body: We hold a large Stock of Kaiapoi and Roslyn manufactured Goods as shown by us at the late Exhibition, which gained FIRST PRIZE. Owing to the large quantity of these Goods which we sell, the manufacturers have made a special reduction on large quantities, which will enable us to sell these goods <box>18 577 140 624</box>
advert-subline: CELEBRATED <box>191 232 231 239</box>
agent-location: East street <box>1050 820 1075 827</box>
advert-lead: NOTICE TO SUBSCRIBERS <box>967 944 1058 960</box>
advert-body: —Mr. Edward M. Ullett, of Bury, Hunts., writes to Messrs. Palmer & Son, Ramsey:—"Having been in the habit of using Powell's Balsam of Aniseed for a great number of years, I have great pleasure in bearing testimony to its incomparable effects as an expectorant. I always find a single dose gives immediate relief, and a small bottle effects a perfect cure." Wholesale Agents in the Australian and New Zealand Colonies—Elliot Brothers; Evers & Solomon; Felton, Grimwade, & Co.; P. and S. Falk; Faulding & Co.; Rocke, Tompsitt, & Co.; Rosenthall & Co.; Kempthorne, Prosser, & Co.; S. Hoffnung & Co.; Hemmons, Laws, & Co.; Berkley, Taylor, & Co.; and all other wholesale houses. Proprietor—Thomas Powell, Blackfriars Road London. <box>830 685 958 778</box>
advert-subline: And are now prepared to take orders <box>167 421 255 428</box>
column-section-header: Business Notices. <box>557 33 685 47</box>
agent-name: Atkinson, M. <box>969 840 1000 847</box>
